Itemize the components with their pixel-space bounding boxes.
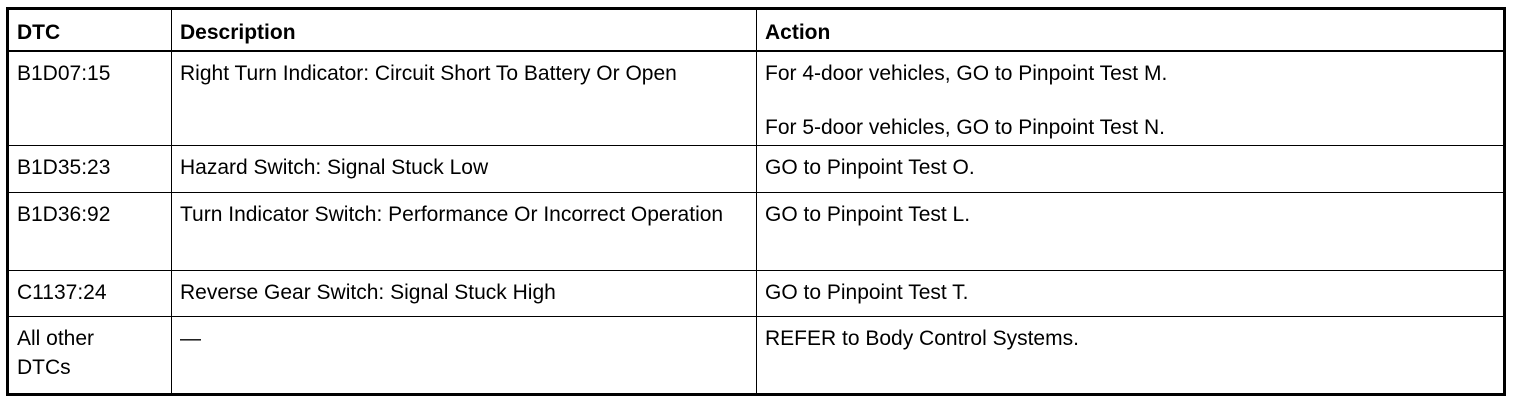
dtc-code: B1D07:15 [8,51,172,146]
action-text: GO to Pinpoint Test O. [765,155,975,179]
dtc-description: Hazard Switch: Signal Stuck Low [172,145,757,192]
dtc-action [757,192,1505,270]
table-body [8,51,1505,395]
dtc-action [757,145,1505,192]
dtc-action [757,51,1505,146]
table-row [8,192,1505,270]
header-dtc: DTC [8,9,172,51]
table-row [8,145,1505,192]
dtc-action [757,316,1505,394]
header-description: Description [172,9,757,51]
dtc-description: — [172,316,757,394]
action-text: For 5-door vehicles, GO to Pinpoint Test N. [765,115,1165,139]
header-row [8,9,1505,51]
table-row [8,316,1505,394]
action-text: For 4-door vehicles, GO to Pinpoint Test M. [765,61,1168,85]
table-header [8,9,1505,51]
action-text: GO to Pinpoint Test L. [765,202,971,226]
dtc-code: C1137:24 [8,270,172,316]
dtc-description: Reverse Gear Switch: Signal Stuck High [172,270,757,316]
table-row [8,51,1505,146]
dtc-action [757,270,1505,316]
table-row [8,270,1505,316]
dtc-code: B1D36:92 [8,192,172,270]
action-text: GO to Pinpoint Test T. [765,280,969,304]
header-action: Action [757,9,1505,51]
dtc-code: All other DTCs [8,316,172,394]
dtc-description: Turn Indicator Switch: Performance Or Incorrect Operation [172,192,757,270]
dtc-code: B1D35:23 [8,145,172,192]
action-text: REFER to Body Control Systems. [765,326,1079,350]
dtc-table [6,7,1506,396]
dtc-description: Right Turn Indicator: Circuit Short To Battery Or Open [172,51,757,146]
